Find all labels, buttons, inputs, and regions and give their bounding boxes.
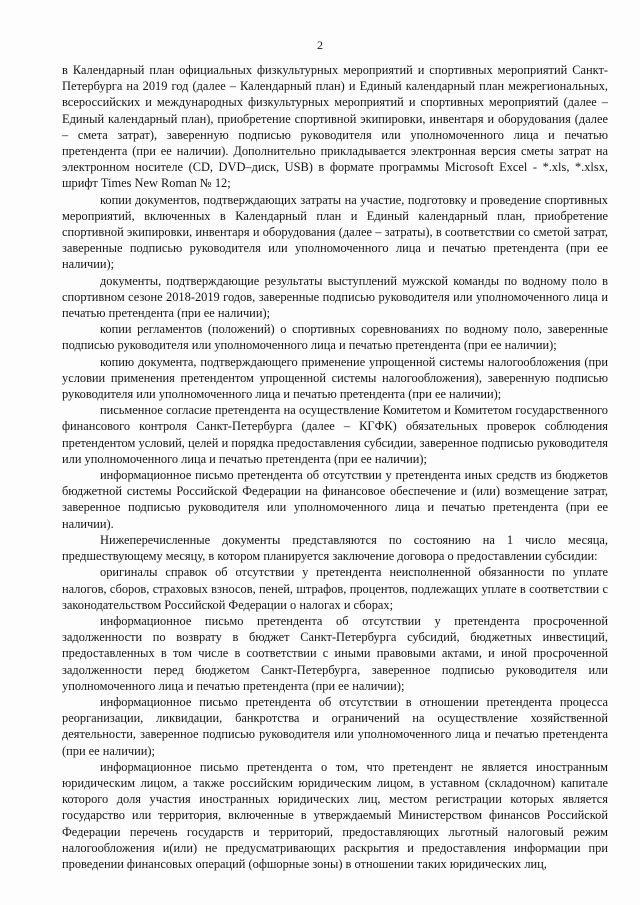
paragraph: информационное письмо претендента о том, что претендент не является иностранным юридическим лицом, а также российским юридическим лицом, в уставном (складочном) капитале которого доля участия иностранных юридических лиц, местом регистрации которых является государство или территория, включенные в утверждаемый Министерством финансов Российской Федерации перечень государств и территорий, предоставляющих льготный налоговый режим налогообложения и(или) не предусматривающих раскрытия и предоставления информации при проведении финансовых операций (офшорные зоны) в отношении таких юридических лиц, [62, 759, 608, 871]
paragraph: копию документа, подтверждающего применение упрощенной системы налогообложения (при условии применения претендентом упрощенной системы налогообложения), заверенную подписью руководителя или уполномоченного лица и печатью претендента (при ее наличии); [62, 354, 608, 402]
paragraph: копии документов, подтверждающих затраты на участие, подготовку и проведение спортивных мероприятий, включенных в Календарный план и Единый календарный план, приобретение спортивной экипировки, инвентаря и оборудования (далее – затраты), в соответствии со сметой затрат, заверенные подписью руководителя или уполномоченного лица и печатью претендента (при ее наличии); [62, 192, 608, 272]
paragraph: информационное письмо претендента об отсутствии у претендента иных средств из бюджетов бюджетной системы Российской Федерации на финансовое обеспечение и (или) возмещение затрат, заверенное подписью руководителя или уполномоченного лица и печатью претендента (при ее наличии). [62, 468, 608, 531]
paragraph: информационное письмо претендента об отсутствии в отношении претендента процесса реорганизации, ликвидации, банкротства и ограничений на осуществление хозяйственной деятельности, заверенное подписью руководителя или уполномоченного лица и печатью претендента (при ее наличии); [62, 694, 608, 758]
paragraph: оригиналы справок об отсутствии у претендента неисполненной обязанности по уплате налогов, сборов, страховых взносов, пеней, штрафов, процентов, подлежащих уплате в соответствии с законодательством Российской Федерации о налогах и сборах; [62, 565, 608, 612]
paragraph: в Календарный план официальных физкультурных мероприятий и спортивных мероприятий Санкт-Петербурга на 2019 год (далее – Календарный план) и Единый календарный план межрегиональных, всероссийских и международных физкультурных мероприятий и спортивных мероприятий (далее – Единый календарный план), приобретение спортивной экипировки, инвентаря и оборудования (далее – смета затрат), заверенную подписью руководителя или уполномоченного лица и печатью претендента (при ее наличии). Дополнительно прикладывается электронная версия сметы затрат на электронном носителе (CD, DVD–диск, USB) в формате программы Microsoft Excel - *.xls, *.xlsx, шрифт Times New Roman № 12; [62, 63, 608, 191]
paragraph: письменное согласие претендента на осуществление Комитетом и Комитетом государственного финансового контроля Санкт-Петербурга (далее – КГФК) обязательных проверок соблюдения претендентом условий, целей и порядка предоставления субсидии, заверенное подписью руководителя или уполномоченного лица и печатью претендента (при ее наличии); [62, 403, 608, 466]
paragraph: Нижеперечисленные документы представляются по состоянию на 1 число месяца, предшествующему месяцу, в котором планируется заключение договора о предоставлении субсидии: [62, 532, 608, 564]
paragraph: информационное письмо претендента об отсутствии у претендента просроченной задолженности по возврату в бюджет Санкт-Петербурга субсидий, бюджетных инвестиций, предоставленных в том числе в соответствии с иными правовыми актами, и иной просроченной задолженности перед бюджетом Санкт-Петербурга, заверенное подписью руководителя или уполномоченного лица и печатью претендента (при ее наличии); [62, 613, 608, 693]
document-body [62, 62, 608, 872]
paragraph: документы, подтверждающие результаты выступлений мужской команды по водному поло в спортивном сезоне 2018-2019 годов, заверенные подписью руководителя или уполномоченного лица и печатью претендента (при ее наличии); [62, 273, 608, 321]
paragraph: копии регламентов (положений) о спортивных соревнованиях по водному поло, заверенные подписью руководителя или уполномоченного лица и печатью претендента (при ее наличии); [62, 322, 608, 353]
page-number: 2 [317, 38, 323, 52]
